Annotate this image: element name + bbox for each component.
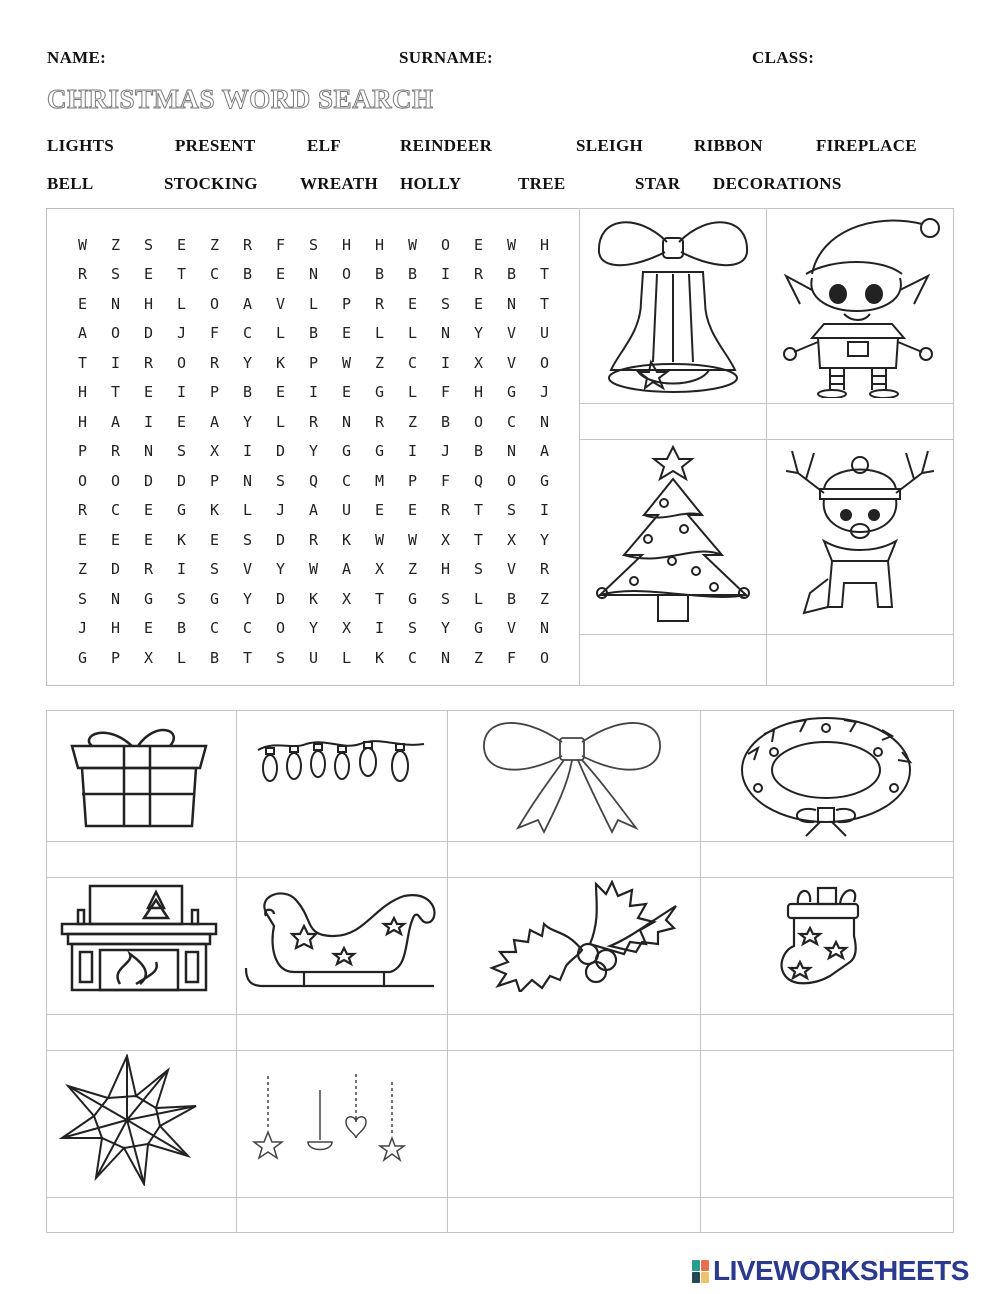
letter-cell[interactable]: E — [275, 265, 286, 284]
letter-cell[interactable]: S — [275, 471, 286, 490]
reindeer-picture — [784, 443, 936, 629]
letter-cell[interactable]: Q — [308, 471, 319, 490]
letter-cell[interactable]: A — [341, 560, 352, 579]
elf-answer-box[interactable] — [766, 403, 954, 440]
letter-cell[interactable]: Z — [374, 353, 385, 372]
word-bell: BELL — [47, 174, 94, 193]
wreath-answer-box[interactable] — [700, 841, 954, 878]
elf-icon — [772, 212, 948, 398]
word-reindeer: REINDEER — [400, 136, 493, 155]
letter-cell[interactable]: O — [341, 265, 352, 284]
letter-cell[interactable]: W — [407, 235, 418, 254]
letter-cell[interactable]: N — [506, 442, 517, 461]
letter-cell[interactable]: O — [539, 648, 550, 667]
tree-answer-box[interactable] — [579, 634, 767, 686]
letter-cell[interactable]: S — [275, 648, 286, 667]
letter-cell[interactable]: G — [473, 619, 484, 638]
bow-icon — [478, 712, 666, 836]
reindeer-answer-box[interactable] — [766, 634, 954, 686]
star-answer-box[interactable] — [46, 1197, 237, 1233]
letter-cell[interactable]: I — [440, 353, 451, 372]
letter-cell[interactable]: W — [77, 235, 88, 254]
letter-cell[interactable]: L — [407, 324, 418, 343]
letter-cell[interactable]: W — [407, 530, 418, 549]
letter-cell[interactable]: X — [209, 442, 220, 461]
letter-cell[interactable]: C — [209, 265, 220, 284]
letter-cell[interactable]: O — [209, 294, 220, 313]
letter-cell[interactable]: B — [440, 412, 451, 431]
letter-cell[interactable]: A — [539, 442, 550, 461]
letter-cell[interactable]: B — [374, 265, 385, 284]
letter-cell[interactable]: T — [473, 530, 484, 549]
letter-cell[interactable]: V — [242, 560, 253, 579]
letter-cell[interactable]: W — [506, 235, 517, 254]
letter-cell[interactable]: U — [539, 324, 550, 343]
letter-cell[interactable]: L — [176, 648, 187, 667]
letter-cell[interactable]: N — [143, 442, 154, 461]
letter-cell[interactable]: R — [77, 501, 88, 520]
letter-cell[interactable]: B — [242, 265, 253, 284]
letter-cell[interactable]: E — [77, 530, 88, 549]
letter-cell[interactable]: S — [143, 235, 154, 254]
letter-cell[interactable]: Z — [407, 560, 418, 579]
letter-cell[interactable]: I — [440, 265, 451, 284]
reindeer-icon — [784, 443, 936, 629]
letter-cell[interactable]: I — [308, 383, 319, 402]
letter-cell[interactable]: G — [374, 442, 385, 461]
empty-answer-2 — [700, 1197, 954, 1233]
letter-cell[interactable]: I — [539, 501, 550, 520]
letter-cell[interactable]: T — [374, 589, 385, 608]
letter-cell[interactable]: E — [77, 294, 88, 313]
letter-cell[interactable]: N — [440, 648, 451, 667]
letter-cell[interactable]: K — [275, 353, 286, 372]
letter-cell[interactable]: D — [275, 589, 286, 608]
letter-cell[interactable]: D — [275, 530, 286, 549]
letter-cell[interactable]: X — [473, 353, 484, 372]
letter-cell[interactable]: C — [209, 619, 220, 638]
ribbon-answer-box[interactable] — [447, 841, 701, 878]
letter-cell[interactable]: G — [539, 471, 550, 490]
letter-cell[interactable]: H — [440, 560, 451, 579]
letter-cell[interactable]: I — [176, 560, 187, 579]
letter-cell[interactable]: P — [77, 442, 88, 461]
letter-cell[interactable]: N — [506, 294, 517, 313]
letter-cell[interactable]: N — [341, 412, 352, 431]
letter-cell[interactable]: T — [77, 353, 88, 372]
letter-cell[interactable]: L — [374, 324, 385, 343]
word-star: STAR — [635, 174, 681, 193]
letter-cell[interactable]: K — [209, 501, 220, 520]
letter-cell[interactable]: B — [308, 324, 319, 343]
letter-cell[interactable]: G — [143, 589, 154, 608]
letter-cell[interactable]: A — [110, 412, 121, 431]
word-wreath: WREATH — [300, 174, 378, 193]
letter-cell[interactable]: G — [176, 501, 187, 520]
letter-cell[interactable]: X — [341, 619, 352, 638]
sleigh-picture — [244, 886, 440, 998]
letter-cell[interactable]: V — [275, 294, 286, 313]
letter-cell[interactable]: X — [143, 648, 154, 667]
letter-cell[interactable]: Y — [242, 589, 253, 608]
letter-cell[interactable]: F — [506, 648, 517, 667]
letter-cell[interactable]: O — [539, 353, 550, 372]
letter-cell[interactable]: E — [473, 235, 484, 254]
letter-cell[interactable]: B — [506, 589, 517, 608]
letter-cell[interactable]: G — [209, 589, 220, 608]
letter-cell[interactable]: Y — [539, 530, 550, 549]
letter-cell[interactable]: E — [341, 383, 352, 402]
letter-cell[interactable]: E — [143, 265, 154, 284]
letter-cell[interactable]: O — [77, 471, 88, 490]
letter-cell[interactable]: Y — [242, 412, 253, 431]
fireplace-icon — [60, 884, 218, 992]
letter-cell[interactable]: O — [440, 235, 451, 254]
letter-cell[interactable]: E — [176, 412, 187, 431]
letter-cell[interactable]: T — [473, 501, 484, 520]
letter-cell[interactable]: O — [506, 471, 517, 490]
letter-cell[interactable]: I — [407, 442, 418, 461]
letter-cell[interactable]: J — [539, 383, 550, 402]
letter-cell[interactable]: S — [209, 560, 220, 579]
letter-cell[interactable]: R — [539, 560, 550, 579]
word-present: PRESENT — [175, 136, 256, 155]
wreath-picture — [734, 714, 918, 838]
letter-cell[interactable]: Y — [440, 619, 451, 638]
letter-cell[interactable]: Z — [473, 648, 484, 667]
letter-cell[interactable]: T — [539, 265, 550, 284]
letter-cell[interactable]: C — [242, 619, 253, 638]
letter-cell[interactable]: S — [176, 442, 187, 461]
wreath-icon — [734, 714, 918, 838]
letter-cell[interactable]: P — [110, 648, 121, 667]
letter-cell[interactable]: L — [275, 324, 286, 343]
letter-cell[interactable]: X — [374, 560, 385, 579]
star-picture — [56, 1054, 198, 1186]
letter-cell[interactable]: N — [308, 265, 319, 284]
letter-cell[interactable]: C — [506, 412, 517, 431]
letter-cell[interactable]: P — [209, 471, 220, 490]
letter-cell[interactable]: H — [77, 383, 88, 402]
fireplace-answer-box[interactable] — [46, 1014, 237, 1051]
letter-cell[interactable]: V — [506, 560, 517, 579]
letter-cell[interactable]: B — [209, 648, 220, 667]
letter-cell[interactable]: S — [110, 265, 121, 284]
letter-cell[interactable]: L — [242, 501, 253, 520]
letter-cell[interactable]: I — [242, 442, 253, 461]
letter-cell[interactable]: N — [110, 294, 121, 313]
letter-cell[interactable]: Y — [308, 619, 319, 638]
letter-cell[interactable]: O — [110, 471, 121, 490]
letter-cell[interactable]: R — [143, 560, 154, 579]
fireplace-picture — [60, 884, 218, 992]
letter-cell[interactable]: U — [341, 501, 352, 520]
letter-cell[interactable]: T — [242, 648, 253, 667]
letter-cell[interactable]: A — [308, 501, 319, 520]
logo-square — [692, 1260, 700, 1271]
letter-cell[interactable]: F — [209, 324, 220, 343]
word-ribbon: RIBBON — [694, 136, 763, 155]
letter-cell[interactable]: J — [275, 501, 286, 520]
letter-cell[interactable]: C — [242, 324, 253, 343]
letter-cell[interactable]: E — [143, 619, 154, 638]
empty-cell-2 — [700, 1050, 954, 1198]
letter-cell[interactable]: C — [341, 471, 352, 490]
holly-icon — [470, 880, 678, 992]
logo-square — [701, 1272, 709, 1283]
sleigh-icon — [244, 886, 440, 998]
letter-cell[interactable]: N — [539, 619, 550, 638]
letter-cell[interactable]: R — [374, 412, 385, 431]
stocking-icon — [776, 884, 870, 992]
logo-square — [701, 1260, 709, 1271]
letter-cell[interactable]: D — [275, 442, 286, 461]
letter-cell[interactable]: R — [308, 530, 319, 549]
letter-cell[interactable]: R — [209, 353, 220, 372]
letter-cell[interactable]: Y — [242, 353, 253, 372]
letter-cell[interactable]: T — [176, 265, 187, 284]
letter-cell[interactable]: L — [341, 648, 352, 667]
letter-cell[interactable]: A — [209, 412, 220, 431]
bell-picture — [587, 212, 759, 398]
letter-cell[interactable]: Y — [473, 324, 484, 343]
letter-cell[interactable]: Z — [209, 235, 220, 254]
letter-cell[interactable]: B — [506, 265, 517, 284]
letter-cell[interactable]: E — [143, 530, 154, 549]
letter-cell[interactable]: L — [275, 412, 286, 431]
letter-cell[interactable]: E — [407, 501, 418, 520]
class-label: CLASS: — [752, 48, 815, 67]
letter-cell[interactable]: X — [440, 530, 451, 549]
letter-cell[interactable]: S — [440, 294, 451, 313]
letter-cell[interactable]: R — [374, 294, 385, 313]
letter-cell[interactable]: V — [506, 324, 517, 343]
letter-cell[interactable]: G — [407, 589, 418, 608]
decorations-answer-box[interactable] — [236, 1197, 448, 1233]
letter-cell[interactable]: V — [506, 353, 517, 372]
letter-cell[interactable]: R — [440, 501, 451, 520]
letter-cell[interactable]: D — [176, 471, 187, 490]
letter-cell[interactable]: U — [308, 648, 319, 667]
letter-cell[interactable]: S — [407, 619, 418, 638]
letter-cell[interactable]: J — [176, 324, 187, 343]
present-picture — [66, 722, 212, 830]
letter-cell[interactable]: E — [176, 235, 187, 254]
letter-cell[interactable]: R — [308, 412, 319, 431]
letter-cell[interactable]: W — [341, 353, 352, 372]
letter-cell[interactable]: N — [242, 471, 253, 490]
letter-cell[interactable]: L — [176, 294, 187, 313]
liveworksheets-logo — [692, 1255, 969, 1287]
word-holly: HOLLY — [400, 174, 462, 193]
word-elf: ELF — [307, 136, 341, 155]
letter-cell[interactable]: W — [308, 560, 319, 579]
letter-cell[interactable]: G — [341, 442, 352, 461]
logo-text: LIVEWORKSHEETS — [713, 1255, 969, 1286]
letter-cell[interactable]: T — [539, 294, 550, 313]
lights-picture — [256, 734, 426, 800]
letter-cell[interactable]: D — [110, 560, 121, 579]
letter-cell[interactable]: S — [77, 589, 88, 608]
gift-icon — [66, 722, 212, 830]
letter-cell[interactable]: B — [473, 442, 484, 461]
present-answer-box[interactable] — [46, 841, 237, 878]
letter-cell[interactable]: H — [143, 294, 154, 313]
letter-cell[interactable]: A — [77, 324, 88, 343]
word-stocking: STOCKING — [164, 174, 258, 193]
letter-cell[interactable]: E — [143, 501, 154, 520]
letter-cell[interactable]: O — [176, 353, 187, 372]
letter-cell[interactable]: M — [374, 471, 385, 490]
letter-cell[interactable]: Z — [110, 235, 121, 254]
letter-cell[interactable]: E — [374, 501, 385, 520]
letter-cell[interactable]: X — [506, 530, 517, 549]
letter-cell[interactable]: Z — [539, 589, 550, 608]
word-tree: TREE — [518, 174, 566, 193]
letter-cell[interactable]: I — [143, 412, 154, 431]
lights-answer-box[interactable] — [236, 841, 448, 878]
letter-cell[interactable]: R — [143, 353, 154, 372]
word-fireplace: FIREPLACE — [816, 136, 917, 155]
letter-cell[interactable]: R — [77, 265, 88, 284]
christmas-tree-icon — [584, 443, 762, 629]
letter-cell[interactable]: C — [110, 501, 121, 520]
letter-cell[interactable]: S — [473, 560, 484, 579]
surname-label: SURNAME: — [399, 48, 494, 67]
word-decorations: DECORATIONS — [713, 174, 842, 193]
holly-answer-box[interactable] — [447, 1014, 701, 1051]
letter-cell[interactable]: C — [407, 648, 418, 667]
name-label: NAME: — [47, 48, 107, 67]
letter-cell[interactable]: V — [506, 619, 517, 638]
letter-cell[interactable]: F — [275, 235, 286, 254]
letter-cell[interactable]: W — [374, 530, 385, 549]
letter-cell[interactable]: Z — [77, 560, 88, 579]
hanging-ornaments-icon — [246, 1072, 410, 1164]
letter-cell[interactable]: G — [506, 383, 517, 402]
letter-cell[interactable]: G — [374, 383, 385, 402]
letter-cell[interactable]: K — [308, 589, 319, 608]
empty-answer-1 — [447, 1197, 701, 1233]
letter-cell[interactable]: H — [341, 235, 352, 254]
letter-cell[interactable]: H — [473, 383, 484, 402]
letter-cell[interactable]: R — [110, 442, 121, 461]
letter-cell[interactable]: K — [176, 530, 187, 549]
stocking-answer-box[interactable] — [700, 1014, 954, 1051]
letter-cell[interactable]: X — [341, 589, 352, 608]
letter-cell[interactable]: Y — [275, 560, 286, 579]
word-sleigh: SLEIGH — [576, 136, 643, 155]
letter-cell[interactable]: K — [341, 530, 352, 549]
letter-cell[interactable]: S — [176, 589, 187, 608]
letter-cell[interactable]: O — [473, 412, 484, 431]
letter-cell[interactable]: H — [539, 235, 550, 254]
holly-picture — [470, 880, 678, 992]
letter-cell[interactable]: E — [110, 530, 121, 549]
letter-cell[interactable]: L — [308, 294, 319, 313]
letter-cell[interactable]: P — [209, 383, 220, 402]
letter-cell[interactable]: P — [407, 471, 418, 490]
letter-cell[interactable]: N — [539, 412, 550, 431]
empty-cell-1 — [447, 1050, 701, 1198]
letter-cell[interactable]: Y — [308, 442, 319, 461]
letter-cell[interactable]: H — [110, 619, 121, 638]
letter-cell[interactable]: I — [176, 383, 187, 402]
letter-cell[interactable]: O — [275, 619, 286, 638]
letter-cell[interactable]: Q — [473, 471, 484, 490]
letter-cell[interactable]: A — [242, 294, 253, 313]
letter-cell[interactable]: T — [110, 383, 121, 402]
logo-mark-icon — [692, 1260, 709, 1283]
word-lights: LIGHTS — [47, 136, 114, 155]
letter-cell[interactable]: I — [110, 353, 121, 372]
letter-cell[interactable]: L — [407, 383, 418, 402]
letter-cell[interactable]: E — [275, 383, 286, 402]
letter-cell[interactable]: O — [110, 324, 121, 343]
bell-answer-box[interactable] — [579, 403, 767, 440]
word-search-grid[interactable] — [66, 230, 561, 673]
letter-cell[interactable]: B — [242, 383, 253, 402]
letter-cell[interactable]: B — [176, 619, 187, 638]
letter-cell[interactable]: N — [440, 324, 451, 343]
bell-icon — [587, 212, 759, 398]
letter-cell[interactable]: P — [341, 294, 352, 313]
letter-cell[interactable]: H — [77, 412, 88, 431]
letter-cell[interactable]: I — [374, 619, 385, 638]
letter-cell[interactable]: Z — [407, 412, 418, 431]
ribbon-picture — [478, 712, 666, 836]
letter-cell[interactable]: C — [407, 353, 418, 372]
elf-picture — [772, 212, 948, 398]
letter-cell[interactable]: F — [440, 471, 451, 490]
letter-cell[interactable]: S — [242, 530, 253, 549]
letter-cell[interactable]: N — [110, 589, 121, 608]
sleigh-answer-box[interactable] — [236, 1014, 448, 1051]
tree-picture — [584, 443, 762, 629]
letter-cell[interactable]: F — [440, 383, 451, 402]
decorations-picture — [246, 1072, 410, 1164]
letter-cell[interactable]: R — [473, 265, 484, 284]
letter-cell[interactable]: E — [341, 324, 352, 343]
worksheet-title: CHRISTMAS WORD SEARCH — [47, 84, 434, 114]
letter-cell[interactable]: G — [77, 648, 88, 667]
letter-cell[interactable]: R — [242, 235, 253, 254]
letter-cell[interactable]: S — [506, 501, 517, 520]
logo-square — [692, 1272, 700, 1283]
letter-cell[interactable]: P — [308, 353, 319, 372]
star-icon — [56, 1054, 198, 1186]
letter-cell[interactable]: J — [440, 442, 451, 461]
letter-cell[interactable]: S — [440, 589, 451, 608]
letter-cell[interactable]: E — [209, 530, 220, 549]
letter-cell[interactable]: D — [143, 471, 154, 490]
letter-cell[interactable]: B — [407, 265, 418, 284]
letter-cell[interactable]: K — [374, 648, 385, 667]
letter-cell[interactable]: L — [473, 589, 484, 608]
letter-cell[interactable]: E — [407, 294, 418, 313]
letter-cell[interactable]: D — [143, 324, 154, 343]
string-lights-icon — [256, 734, 426, 800]
letter-cell[interactable]: H — [374, 235, 385, 254]
letter-cell[interactable]: J — [77, 619, 88, 638]
letter-cell[interactable]: E — [473, 294, 484, 313]
stocking-picture — [776, 884, 870, 992]
letter-cell[interactable]: S — [308, 235, 319, 254]
letter-cell[interactable]: E — [143, 383, 154, 402]
